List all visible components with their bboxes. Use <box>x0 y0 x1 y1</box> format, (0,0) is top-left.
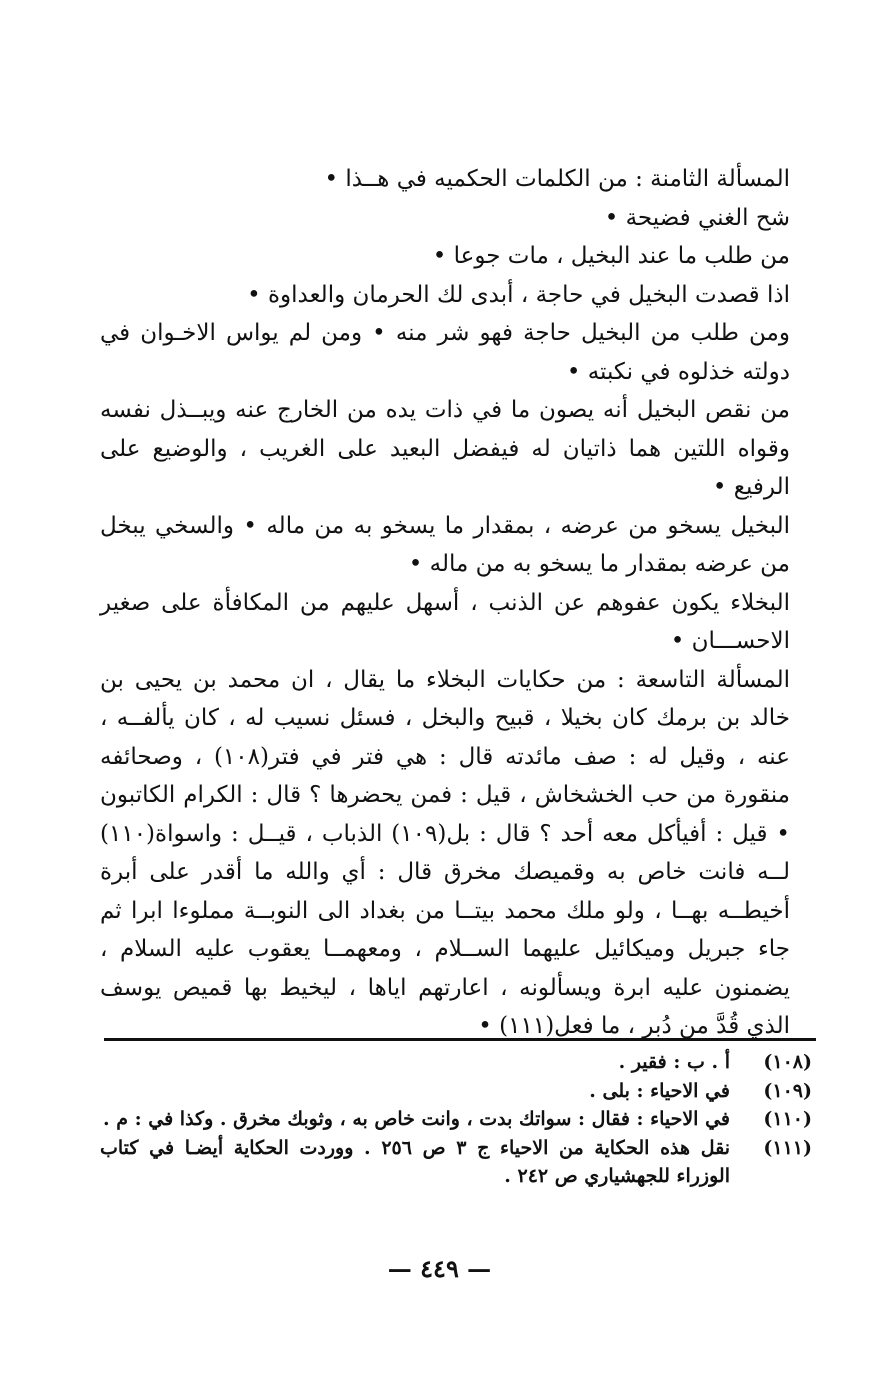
paragraph: شح الغني فضيحة • <box>604 204 790 231</box>
paragraph: ومن طلب من البخيل حاجة فهو شر منه • ومن لم يواس الاخـوان في دولته خذلوه في نكبته • <box>100 320 790 385</box>
footnote <box>100 1134 812 1191</box>
footnote-number: (١١٠) <box>763 1108 812 1130</box>
footnote-divider <box>104 1038 816 1041</box>
footnote-number: (١٠٨) <box>763 1051 812 1073</box>
footnote-text: أ . ب : فقير . <box>618 1051 730 1073</box>
footnote <box>100 1077 812 1106</box>
paragraph: المسألة التاسعة : من حكايات البخلاء ما يقال ، ان محمد بن يحيى بن خالد بن برمك كان بخيلا ، قبيح والبخل ، فسئل نسيب له ، كان يألفــه ، عنه ، وقيل له : صف مائدته قال : هي فتر في فتر(١٠٨) ، وصحائفه منقورة من حب الخشخاش ، قيل : فمن يحضرها ؟ قال : الكرام الكاتبون • قيل : أفيأكل معه أحد ؟ قال : بل(١٠٩) الذباب ، قيــل : واسواة(١١٠) لــه فانت خاص به وقميصك مخرق قال : أي والله ما أقدر على أبرة أخيطــه بهــا ، ولو ملك محمد بيتــا من بغداد الى النوبــة مملوءا ابرا ثم جاء جبريل وميكائيل عليهما الســلام ، ومعهمــا يعقوب عليه السلام ، يضمنون عليه ابرة ويسألونه ، اعارتهم اياها ، ليخيط بها قميص يوسف الذي قُدَّ من دُبر ، ما فعل(١١١) • <box>100 666 790 1039</box>
footnote <box>100 1048 812 1077</box>
paragraph: المسألة الثامنة : من الكلمات الحكميه في هــذا • <box>324 166 790 192</box>
footnote-text: في الاحياء : فقال : سواتك بدت ، وانت خاص به ، وثوبك مخرق . وكذا في : م . <box>103 1108 730 1130</box>
footnote <box>100 1105 812 1134</box>
paragraph: من نقص البخيل أنه يصون ما في ذات يده من الخارج عنه ويبــذل نفسه وقواه اللتين هما ذاتيان له فيفضل البعيد على الغريب ، والوضيع على الرفيع • <box>100 397 790 500</box>
footnote-number: (١١١) <box>763 1136 812 1159</box>
paragraph: البخيل يسخو من عرضه ، بمقدار ما يسخو به من ماله • والسخي يبخل من عرضه بمقدار ما يسخو به من ماله • <box>100 512 790 577</box>
paragraph: من طلب ما عند البخيل ، مات جوعا • <box>432 243 790 269</box>
page-number: — ٤٤٩ — <box>387 1254 492 1283</box>
footnote-text: في الاحياء : بلى . <box>589 1079 730 1102</box>
footnotes <box>100 1048 812 1191</box>
paragraph: اذا قصدت البخيل في حاجة ، أبدى لك الحرمان والعداوة • <box>247 281 790 308</box>
footnote-text: نقل هذه الحكاية من الاحياء ج ٣ ص ٢٥٦ . ووردت الحكاية أيضـا في كتاب الوزراء للجهشياري ص ٢٤٢ . <box>100 1136 730 1187</box>
footnote-number: (١٠٩) <box>763 1079 812 1102</box>
paragraph: البخلاء يكون عفوهم عن الذنب ، أسهل عليهم من المكافأة على صغير الاحســـان • <box>100 589 790 654</box>
main-text <box>100 160 790 1046</box>
